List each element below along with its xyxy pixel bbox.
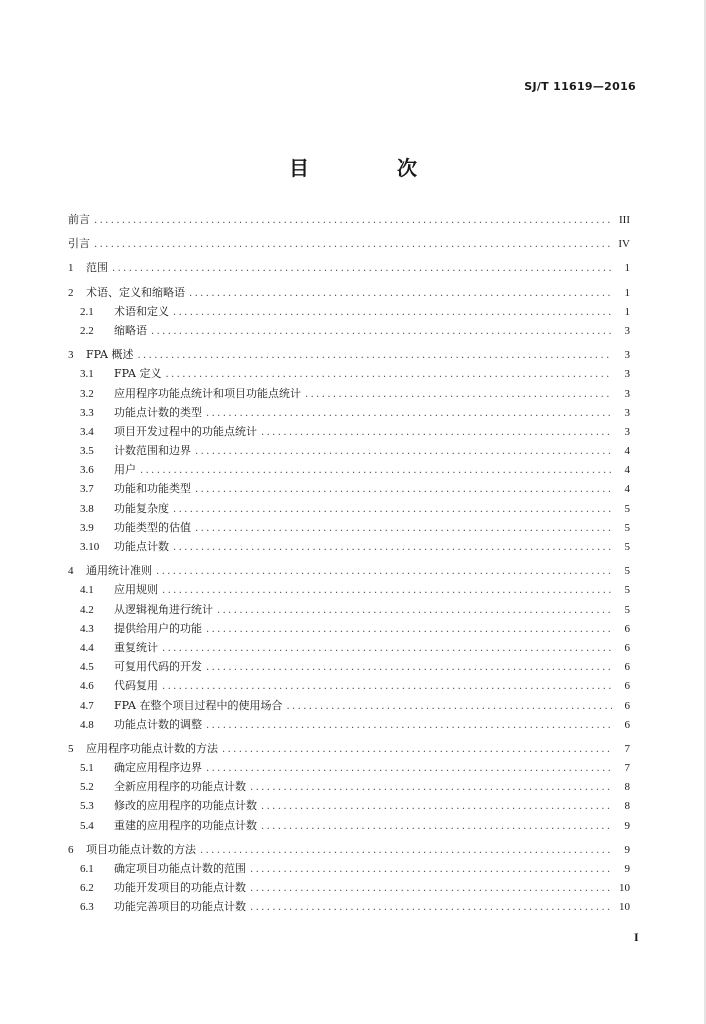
toc-entry-number: 6.1: [80, 863, 94, 875]
toc-entry-number: 3.7: [80, 483, 94, 496]
toc-entry-label: 功能类型的估值: [114, 520, 191, 534]
toc-entry[interactable]: [68, 479, 630, 498]
toc-entry[interactable]: [68, 859, 630, 878]
toc-entry-page: 5: [624, 541, 630, 553]
dot-leader: [261, 423, 612, 442]
toc-entry[interactable]: [68, 878, 630, 897]
toc-entry-number: 4.7: [80, 699, 94, 712]
toc-entry[interactable]: [68, 537, 630, 556]
toc-entry-page: 10: [619, 901, 630, 914]
toc-entry-label: 修改的应用程序的功能点计数: [114, 799, 257, 813]
toc-entry-label: 引言: [68, 237, 90, 251]
toc-entry-number: 5.2: [80, 781, 94, 794]
toc-entry-label: 功能点计数的调整: [114, 717, 202, 731]
toc-entry-label: 术语和定义: [114, 304, 169, 318]
toc-entry[interactable]: [68, 777, 630, 796]
dot-leader: [261, 817, 612, 836]
toc-entry-label: 计数范围和边界: [114, 444, 191, 458]
toc-entry-number: 3.5: [80, 445, 94, 458]
toc-entry-number: 4.5: [80, 661, 94, 674]
toc-entry-number: 4.8: [80, 718, 94, 731]
dot-leader: [140, 461, 612, 480]
toc-entry-label: 功能开发项目的功能点计数: [114, 881, 246, 895]
dot-leader: [305, 385, 612, 404]
toc-entry-label: 功能复杂度: [114, 501, 169, 515]
page-number: I: [634, 930, 639, 944]
dot-leader: [162, 677, 612, 696]
dot-leader: [195, 480, 612, 499]
toc-entry-number: 3.6: [80, 464, 94, 477]
toc-entry-label: 功能点计数: [114, 540, 169, 553]
dot-leader: [217, 601, 612, 620]
toc-entry[interactable]: [68, 364, 630, 383]
toc-entry-label: 范围: [86, 261, 108, 275]
toc-entry-label: 重建的应用程序的功能点计数: [114, 818, 257, 832]
toc-entry-number: 6.3: [80, 901, 94, 914]
page-title: 目 次: [289, 156, 451, 180]
toc-entry-label: 可复用代码的开发: [114, 660, 202, 674]
dot-leader: [156, 562, 612, 581]
dot-leader: [250, 898, 612, 917]
dot-leader: [162, 581, 612, 600]
toc-entry[interactable]: [68, 796, 630, 815]
dot-leader: [206, 658, 612, 677]
toc-entry-label: 确定项目功能点计数的范围: [114, 862, 246, 875]
dot-leader: [173, 500, 612, 519]
dot-leader: [165, 365, 612, 384]
toc-entry[interactable]: [68, 441, 630, 460]
toc-entry[interactable]: [68, 210, 630, 229]
toc-entry-number: 4.6: [80, 680, 94, 693]
dot-leader: [94, 211, 612, 230]
toc-entry-page: 6: [624, 699, 630, 712]
toc-entry-label: 应用程序功能点计数的方法: [86, 741, 218, 755]
dot-leader: [151, 322, 612, 341]
toc-entry-label: 项目功能点计数的方法: [86, 842, 196, 856]
toc-entry[interactable]: [68, 696, 630, 715]
toc-entry-label: 提供给用户的功能: [114, 621, 202, 635]
toc-entry[interactable]: [68, 234, 630, 253]
toc-entry-number: 3.9: [80, 521, 94, 534]
toc-entry[interactable]: [68, 499, 630, 518]
toc-entry[interactable]: [68, 638, 630, 657]
toc-entry-page: 3: [624, 406, 630, 419]
toc-entry[interactable]: [68, 258, 630, 277]
toc-entry-number: 4.2: [80, 603, 94, 616]
dot-leader: [112, 259, 612, 278]
toc-entry-label: 功能点计数的类型: [114, 405, 202, 419]
toc-entry-page: 1: [624, 305, 630, 318]
toc-entry[interactable]: [68, 384, 630, 403]
toc-entry[interactable]: [68, 518, 630, 537]
toc-entry-page: 8: [624, 781, 630, 794]
toc-entry[interactable]: [68, 897, 630, 916]
toc-entry-page: 7: [624, 742, 630, 755]
toc-entry-page: 5: [624, 502, 630, 515]
toc-entry-label: FPA 在整个项目过程中的使用场合: [114, 698, 283, 712]
toc-entry-number: 1: [68, 262, 74, 275]
toc-entry[interactable]: [68, 840, 630, 859]
toc-entry-page: 6: [624, 680, 630, 693]
toc-entry-label: 重复统计: [114, 640, 158, 654]
dot-leader: [173, 538, 612, 557]
toc-entry-page: 6: [624, 718, 630, 731]
dot-leader: [162, 639, 612, 658]
toc-entry-page: III: [619, 214, 630, 226]
toc-entry-page: 4: [624, 483, 630, 496]
toc-entry-label: 全新应用程序的功能点计数: [114, 780, 246, 794]
toc-entry-page: 3: [624, 324, 630, 337]
toc-entry-page: 9: [624, 843, 630, 856]
toc-entry-page: IV: [618, 238, 630, 251]
toc-entry-label: 术语、定义和缩略语: [86, 285, 185, 299]
toc-entry-number: 2: [68, 286, 74, 299]
dot-leader: [250, 879, 612, 898]
toc-entry-number: 6.2: [80, 882, 94, 895]
dot-leader: [200, 841, 612, 860]
dot-leader: [286, 697, 612, 716]
toc-entry-number: 5: [68, 742, 74, 755]
toc-entry-number: 2.1: [80, 305, 94, 318]
toc-entry-page: 6: [624, 622, 630, 635]
toc-entry-page: 8: [624, 800, 630, 813]
toc-entry-number: 4.3: [80, 622, 94, 635]
toc-entry[interactable]: [68, 422, 630, 441]
toc-entry[interactable]: [68, 283, 630, 302]
toc-entry-label: 代码复用: [114, 679, 158, 693]
toc-entry-label: 项目开发过程中的功能点统计: [114, 424, 257, 438]
dot-leader: [206, 620, 612, 639]
toc-entry-page: 9: [624, 863, 630, 875]
toc-entry-label: 确定应用程序边界: [114, 761, 202, 775]
toc-entry-page: 6: [624, 641, 630, 654]
toc-entry-page: 5: [624, 565, 630, 578]
dot-leader: [195, 519, 612, 538]
toc-entry[interactable]: [68, 715, 630, 734]
toc-entry-label: 功能完善项目的功能点计数: [114, 900, 246, 914]
toc-entry[interactable]: [68, 580, 630, 599]
toc-entry-page: 3: [624, 387, 630, 400]
toc-entry-number: 4.4: [80, 641, 94, 654]
toc-entry-page: 1: [624, 262, 630, 275]
toc-entry-page: 4: [624, 445, 630, 458]
toc-entry[interactable]: [68, 321, 630, 340]
toc-entry[interactable]: [68, 739, 630, 758]
toc-entry-number: 3.10: [80, 541, 100, 553]
dot-leader: [250, 860, 612, 879]
toc-entry-number: 3.1: [80, 368, 94, 381]
document-id: SJ/T 11619—2016: [524, 80, 636, 93]
toc-entry-label: 应用规则: [114, 583, 158, 597]
toc-entry-label: FPA 定义: [114, 367, 162, 381]
toc-entry-page: 6: [624, 661, 630, 674]
toc-entry-page: 1: [624, 286, 630, 299]
toc-entry-label: 用户: [114, 463, 136, 477]
toc-entry-page: 7: [624, 762, 630, 775]
toc-entry-label: 应用程序功能点统计和项目功能点统计: [114, 386, 301, 400]
toc-entry-page: 5: [624, 603, 630, 616]
toc-entry-label: 从逻辑视角进行统计: [114, 602, 213, 616]
toc-entry-number: 4.1: [80, 584, 94, 597]
toc-entry-page: 10: [619, 882, 630, 895]
dot-leader: [206, 404, 612, 423]
toc-entry-label: 功能和功能类型: [114, 482, 191, 496]
toc-entry-number: 3.2: [80, 387, 94, 400]
table-of-contents: [68, 210, 630, 917]
toc-entry-label: 通用统计准则: [86, 564, 152, 578]
toc-entry-number: 3.4: [80, 425, 94, 438]
toc-entry-page: 9: [624, 819, 630, 832]
dot-leader: [222, 740, 612, 759]
dot-leader: [206, 716, 612, 735]
toc-entry-page: 5: [624, 584, 630, 597]
toc-entry-number: 5.4: [80, 819, 94, 832]
toc-entry[interactable]: [68, 345, 630, 364]
toc-entry-number: 4: [68, 565, 74, 578]
toc-entry-number: 5.3: [80, 800, 94, 813]
toc-entry-page: 4: [624, 464, 630, 477]
toc-entry[interactable]: [68, 657, 630, 676]
toc-entry-page: 3: [624, 349, 630, 362]
dot-leader: [261, 797, 612, 816]
toc-entry-page: 3: [624, 368, 630, 381]
toc-entry[interactable]: [68, 403, 630, 422]
dot-leader: [94, 235, 612, 254]
dot-leader: [173, 303, 612, 322]
toc-entry-number: 3: [68, 349, 74, 362]
dot-leader: [137, 346, 612, 365]
toc-entry[interactable]: [68, 619, 630, 638]
toc-entry[interactable]: [68, 758, 630, 777]
toc-entry[interactable]: [68, 600, 630, 619]
toc-entry-number: 2.2: [80, 324, 94, 337]
toc-entry-page: 5: [624, 521, 630, 534]
toc-entry-label: 缩略语: [114, 323, 147, 337]
toc-entry-number: 3.8: [80, 502, 94, 515]
toc-entry-number: 3.3: [80, 406, 94, 419]
toc-entry-label: FPA 概述: [86, 348, 134, 362]
toc-entry-number: 5.1: [80, 762, 94, 775]
toc-entry[interactable]: [68, 460, 630, 479]
dot-leader: [250, 778, 612, 797]
toc-entry-label: 前言: [68, 213, 90, 226]
dot-leader: [189, 284, 612, 303]
toc-entry-page: 3: [624, 425, 630, 438]
toc-entry[interactable]: [68, 561, 630, 580]
toc-entry[interactable]: [68, 302, 630, 321]
toc-entry-number: 6: [68, 843, 74, 856]
toc-entry[interactable]: [68, 816, 630, 835]
dot-leader: [195, 442, 612, 461]
dot-leader: [206, 759, 612, 778]
toc-entry[interactable]: [68, 676, 630, 695]
